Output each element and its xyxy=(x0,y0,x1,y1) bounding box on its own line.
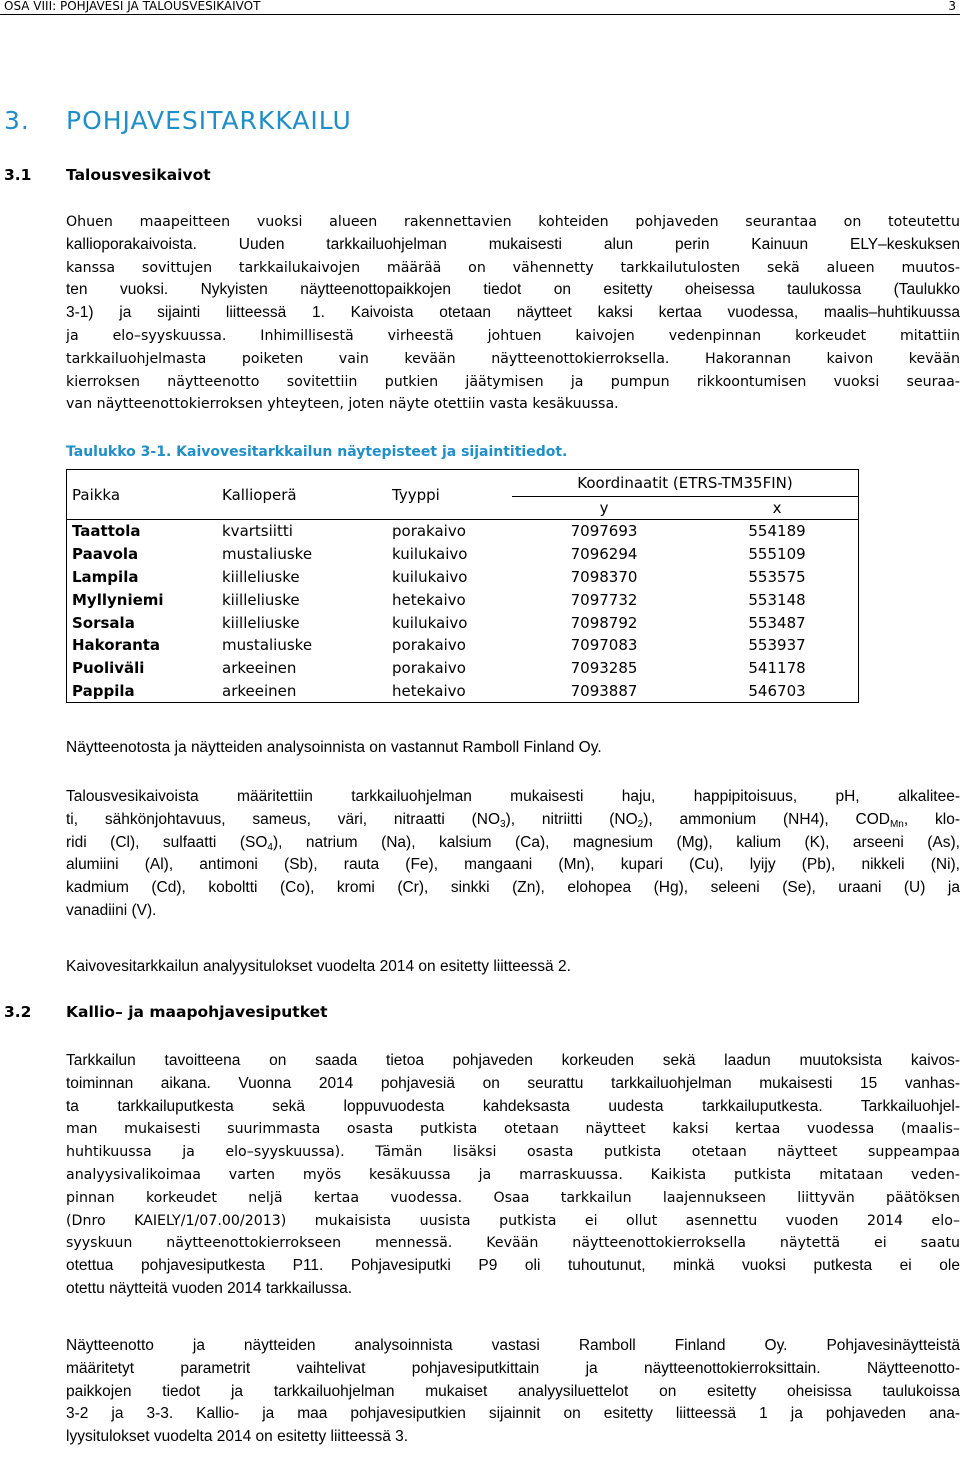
text-fragment: ti, sähkönjohtavuus, sameus, väri, nitraatti (NO xyxy=(66,810,501,828)
text-line: Tarkkailun tavoitteena on saada tietoa pohjaveden korkeuden sekä laadun muutoksista kaivos- xyxy=(66,1052,960,1069)
cell-place: Sorsala xyxy=(72,613,135,632)
text-line: otettua pohjavesiputkesta P11. Pohjavesiputki P9 oli tuhoutunut, minkä vuoksi putkesta ei ole xyxy=(66,1257,960,1275)
table-row xyxy=(67,634,859,657)
cell-type: kuilukaivo xyxy=(392,567,468,586)
text-line: Kaivovesitarkkailun analyysitulokset vuodelta 2014 on esitetty liitteessä 2. xyxy=(66,958,571,975)
cell-y: 7098792 xyxy=(570,613,638,632)
text-line: määritetyt parametrit vaihtelivat pohjavesiputkittain ja näytteenottokierroksittain. Näytteenotto- xyxy=(66,1359,960,1377)
text-line: 3-1) ja sijainti liitteessä 1. Kaivoista otetaan näytteet kaksi kertaa vuodessa, maalis–huhtikuussa xyxy=(66,304,960,322)
cell-y: 7097732 xyxy=(570,590,638,609)
column-header-bedrock: Kallioperä xyxy=(217,470,387,520)
subscript: Mn xyxy=(889,818,904,830)
column-header-coordinates: Koordinaatit (ETRS-TM35FIN) xyxy=(512,470,859,497)
cell-bedrock: arkeeinen xyxy=(222,681,297,700)
paragraph-wells xyxy=(66,211,960,416)
text-line: toiminnan aikana. Vuonna 2014 pohjavesiä on seurattu tarkkailuohjelman mukaisesti 15 vanhas- xyxy=(66,1074,960,1092)
cell-x: 555109 xyxy=(748,545,806,564)
table-row xyxy=(67,680,859,703)
text-line: kallioporakaivoista. Uuden tarkkailuohjelman mukaisesti alun perin Kainuun ELY–keskuksen xyxy=(66,235,960,253)
text-line: vanadiini (V). xyxy=(66,901,157,919)
text-line: kadmium (Cd), koboltti (Co), kromi (Cr), sinkki (Zn), elohopea (Hg), seleeni (Se), uraani (U) ja xyxy=(66,879,960,897)
cell-place: Puoliväli xyxy=(72,659,145,678)
cell-x: 546703 xyxy=(748,681,806,700)
text-line: ja elo–syyskuussa. Inhimillisestä virheestä johtuen kaivojen vedenpinnan korkeudet mitattiin xyxy=(66,327,960,344)
text-line: Näytteenotosta ja näytteiden analysoinnista on vastannut Ramboll Finland Oy. xyxy=(66,739,602,756)
cell-x: 553148 xyxy=(748,590,806,609)
page-number: 3 xyxy=(948,0,956,13)
table-row xyxy=(67,543,859,566)
column-header-place: Paikka xyxy=(67,470,218,520)
cell-y: 7093285 xyxy=(570,659,638,678)
cell-bedrock: kiilleliuske xyxy=(222,590,300,609)
paragraph-results-reference xyxy=(66,956,960,979)
cell-bedrock: mustaliuske xyxy=(222,636,313,655)
section-number: 3. xyxy=(4,106,30,135)
column-header-type: Tyyppi xyxy=(387,470,512,520)
text-line: pinnan korkeudet neljä kertaa vuodessa. Osaa tarkkailun laajennukseen liittyvän päätöksen xyxy=(66,1189,960,1206)
cell-place: Taattola xyxy=(72,522,141,541)
cell-y: 7096294 xyxy=(570,545,638,564)
subsection-title: Talousvesikaivot xyxy=(66,166,211,184)
cell-bedrock: kiilleliuske xyxy=(222,613,300,632)
cell-place: Pappila xyxy=(72,681,135,700)
table-row xyxy=(67,520,859,543)
cell-y: 7097693 xyxy=(570,522,638,541)
paragraph-sampling-responsible xyxy=(66,737,960,760)
text-line: analyysivalikoimaa varten myös kesäkuussa ja marraskuussa. Kaikista putkista mitataan veden- xyxy=(66,1166,960,1183)
cell-x: 541178 xyxy=(748,659,806,678)
cell-x: 553937 xyxy=(748,636,806,655)
cell-place: Lampila xyxy=(72,567,139,586)
table-row xyxy=(67,657,859,680)
text-line: tarkkailuohjelmasta poiketen vain kevään näytteenottokierroksella. Hakorannan kaivon kevään xyxy=(66,350,960,367)
text-line: Ohuen maapeitteen vuoksi alueen rakennettavien kohteiden pohjaveden seurantaa on toteutettu xyxy=(66,214,960,230)
wells-table xyxy=(66,469,859,703)
cell-type: hetekaivo xyxy=(392,681,466,700)
cell-x: 554189 xyxy=(748,522,806,541)
text-line: van näytteenottokierroksen yhteyteen, joten näyte otettiin vasta kesäkuussa. xyxy=(66,396,619,413)
text-line: man mukaisesti suurimmasta osasta putkista otetaan näytteet kaksi kertaa vuodessa (maalis– xyxy=(66,1121,960,1138)
cell-bedrock: arkeeinen xyxy=(222,659,297,678)
text-line: (Dnro KAIELY/1/07.00/2013) mukaisista uusista putkista ei ollut asennettu vuoden 2014 elo– xyxy=(66,1212,960,1229)
header-rule xyxy=(0,14,960,15)
text-line xyxy=(66,832,960,855)
text-fragment: ), nitriitti (NO xyxy=(505,810,638,828)
subscript: 3 xyxy=(500,818,506,830)
cell-y: 7093887 xyxy=(570,681,638,700)
text-line: ta tarkkailuputkesta sekä loppuvuodesta kahdeksasta uudesta tarkkailuputkesta. Tarkkailuohjel- xyxy=(66,1097,960,1115)
table-row xyxy=(67,588,859,611)
subsection-number: 3.2 xyxy=(4,1003,32,1021)
page-header xyxy=(0,0,960,14)
cell-type: kuilukaivo xyxy=(392,545,468,564)
subscript: 2 xyxy=(637,818,644,830)
table-row xyxy=(67,611,859,634)
cell-type: hetekaivo xyxy=(392,590,466,609)
subsection-title: Kallio– ja maapohjavesiputket xyxy=(66,1003,328,1021)
text-line: ten vuoksi. Nykyisten näytteenottopaikkojen tiedot on esitetty oheisessa taulukossa (Taulukko xyxy=(66,281,960,299)
cell-type: kuilukaivo xyxy=(392,613,468,632)
cell-place: Myllyniemi xyxy=(72,590,164,609)
table-caption: Taulukko 3-1. Kaivovesitarkkailun näytepisteet ja sijaintitiedot. xyxy=(66,444,568,460)
text-line: paikkojen tiedot ja tarkkailuohjelman mukaiset analyysiluettelot on esitetty oheisissa taulukoissa xyxy=(66,1382,960,1400)
cell-y: 7098370 xyxy=(570,567,638,586)
text-line: huhtikuussa ja elo–syyskuussa). Tämän lisäksi osasta putkista otetaan näytteet suppeampaa xyxy=(66,1144,960,1161)
section-title: POHJAVESITARKKAILU xyxy=(66,106,352,135)
cell-type: porakaivo xyxy=(392,636,466,655)
text-line: syyskuun näytteenottokierrokseen mennessä. Kevään näytteenottokierroksella näytettä ei saatu xyxy=(66,1235,960,1252)
cell-y: 7097083 xyxy=(570,636,638,655)
text-line: Talousvesikaivoista määritettiin tarkkailuohjelman mukaisesti haju, happipitoisuus, pH, alkalitee- xyxy=(66,788,960,805)
text-fragment: ), natrium (Na), kalsium (Ca), magnesium (Mg), kalium (K), arseeni (As), xyxy=(272,833,960,851)
table-row xyxy=(67,566,859,589)
text-line: Näytteenotto ja näytteiden analysoinnista vastasi Ramboll Finland Oy. Pohjavesinäytteistä xyxy=(66,1337,960,1354)
text-line: lyysitulokset vuodelta 2014 on esitetty liitteessä 3. xyxy=(66,1428,409,1446)
text-line: kierroksen näytteenotto sovitettiin putkien jäätymisen ja pumpun rikkoontumisen vuoksi seuraa- xyxy=(66,373,960,390)
subsection-number: 3.1 xyxy=(4,166,32,184)
text-fragment: , klo- xyxy=(903,810,960,828)
text-fragment: ridi (Cl), sulfaatti (SO xyxy=(66,833,268,851)
cell-place: Paavola xyxy=(72,545,139,564)
text-line: kanssa sovittujen tarkkailukaivojen määrää on vähennetty tarkkailutulosten sekä alueen muutos- xyxy=(66,259,960,276)
cell-place: Hakoranta xyxy=(72,636,161,655)
column-header-y: y xyxy=(512,497,696,520)
cell-bedrock: kiilleliuske xyxy=(222,567,300,586)
cell-bedrock: mustaliuske xyxy=(222,545,313,564)
cell-x: 553487 xyxy=(748,613,806,632)
cell-x: 553575 xyxy=(748,567,806,586)
header-section-title: OSA VIII: POHJAVESI JA TALOUSVESIKAIVOT xyxy=(4,0,261,13)
text-line: otettu näytteitä vuoden 2014 tarkkailussa. xyxy=(66,1279,353,1297)
column-header-x: x xyxy=(696,497,858,520)
text-line: 3-2 ja 3-3. Kallio- ja maa pohjavesiputkien sijainnit on esitetty liitteessä 1 ja pohjaveden ana- xyxy=(66,1405,960,1423)
cell-type: porakaivo xyxy=(392,522,466,541)
text-line: alumiini (Al), antimoni (Sb), rauta (Fe), mangaani (Mn), kupari (Cu), lyijy (Pb), nikkeli (Ni), xyxy=(66,856,960,874)
text-fragment: ), ammonium (NH4), COD xyxy=(643,810,890,828)
text-line xyxy=(66,809,960,832)
paragraph-analysis xyxy=(66,1335,960,1449)
paragraph-groundwater-pipes xyxy=(66,1050,960,1301)
paragraph-parameters xyxy=(66,786,960,923)
cell-bedrock: kvartsiitti xyxy=(222,522,293,541)
cell-type: porakaivo xyxy=(392,659,466,678)
subscript: 4 xyxy=(267,841,273,853)
